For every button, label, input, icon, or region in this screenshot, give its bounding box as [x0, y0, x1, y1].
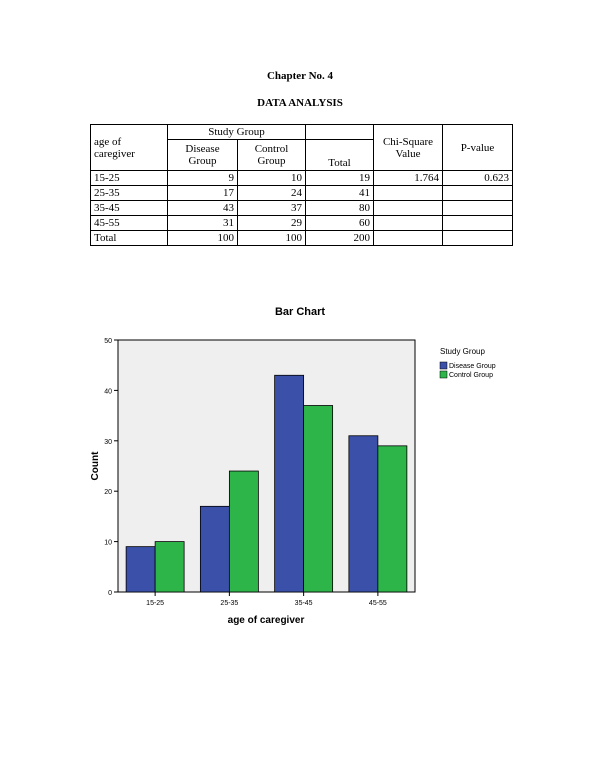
x-tick-label: 45-55 [368, 600, 387, 607]
cell-control: 100 [238, 231, 306, 246]
cell-chi-square: 1.764 [374, 171, 443, 186]
x-tick-label: 25-35 [220, 600, 239, 607]
y-tick-label: 0 [108, 590, 112, 597]
y-axis-label: Count [90, 451, 101, 481]
cell-disease: 43 [168, 201, 238, 216]
bar-control-group [229, 471, 258, 592]
legend-swatch [440, 371, 447, 378]
table-row [91, 186, 513, 201]
cell-p-value [443, 201, 513, 216]
header-control: Control Group [238, 140, 306, 171]
y-tick-label: 20 [104, 489, 112, 497]
table-row [91, 201, 513, 216]
y-tick-label: 30 [104, 438, 112, 446]
cell-p-value [443, 216, 513, 231]
cell-chi-square [374, 216, 443, 231]
y-tick-label: 10 [104, 539, 112, 547]
chart-title: Bar Chart [274, 306, 326, 318]
cell-total: 60 [306, 216, 374, 231]
section-heading: DATA ANALYSIS [257, 97, 343, 109]
legend-label: Control Group [449, 372, 493, 379]
bar-disease-group [275, 375, 304, 592]
cell-total: 19 [306, 171, 374, 186]
cell-disease: 100 [168, 231, 238, 246]
legend-label: Disease Group [449, 363, 496, 370]
cell-age: 15-25 [91, 171, 168, 186]
bar-control-group [155, 542, 184, 592]
header-disease: Disease Group [168, 140, 238, 171]
bar-chart [80, 295, 520, 635]
header-p-value: P-value [443, 125, 513, 171]
cell-age: Total [91, 231, 168, 246]
cell-total: 80 [306, 201, 374, 216]
legend-title: Study Group [440, 347, 485, 356]
cell-disease: 17 [168, 186, 238, 201]
bar-control-group [304, 406, 333, 592]
header-chi-square: Chi-Square Value [374, 125, 443, 171]
bar-disease-group [349, 436, 378, 592]
cell-age: 45-55 [91, 216, 168, 231]
x-axis-label: age of caregiver [227, 615, 305, 626]
table-row [91, 216, 513, 231]
cell-control: 29 [238, 216, 306, 231]
x-axis [146, 592, 387, 607]
y-tick-label: 50 [104, 338, 112, 345]
legend-swatch [440, 362, 447, 369]
header-total: Total [306, 140, 374, 171]
crosstab-table [90, 124, 513, 246]
cell-control: 24 [238, 186, 306, 201]
cell-age: 25-35 [91, 186, 168, 201]
cell-chi-square [374, 201, 443, 216]
y-axis [104, 338, 118, 597]
cell-age: 35-45 [91, 201, 168, 216]
legend [440, 347, 496, 379]
cell-p-value [443, 186, 513, 201]
cell-control: 37 [238, 201, 306, 216]
y-tick-label: 40 [104, 388, 112, 396]
cell-total: 41 [306, 186, 374, 201]
cell-p-value: 0.623 [443, 171, 513, 186]
cell-control: 10 [238, 171, 306, 186]
cell-p-value [443, 231, 513, 246]
x-tick-label: 35-45 [294, 600, 313, 607]
table-row [91, 231, 513, 246]
bar-disease-group [126, 547, 155, 592]
header-study-group: Study Group [168, 125, 306, 140]
bar-disease-group [200, 506, 229, 592]
cell-chi-square [374, 186, 443, 201]
cell-chi-square [374, 231, 443, 246]
cell-disease: 31 [168, 216, 238, 231]
header-blank [306, 125, 374, 140]
header-age: age of caregiver [91, 125, 168, 171]
table-row [91, 171, 513, 186]
cell-total: 200 [306, 231, 374, 246]
cell-disease: 9 [168, 171, 238, 186]
x-tick-label: 15-25 [146, 600, 165, 607]
bar-control-group [378, 446, 407, 592]
chapter-heading: Chapter No. 4 [266, 70, 334, 82]
